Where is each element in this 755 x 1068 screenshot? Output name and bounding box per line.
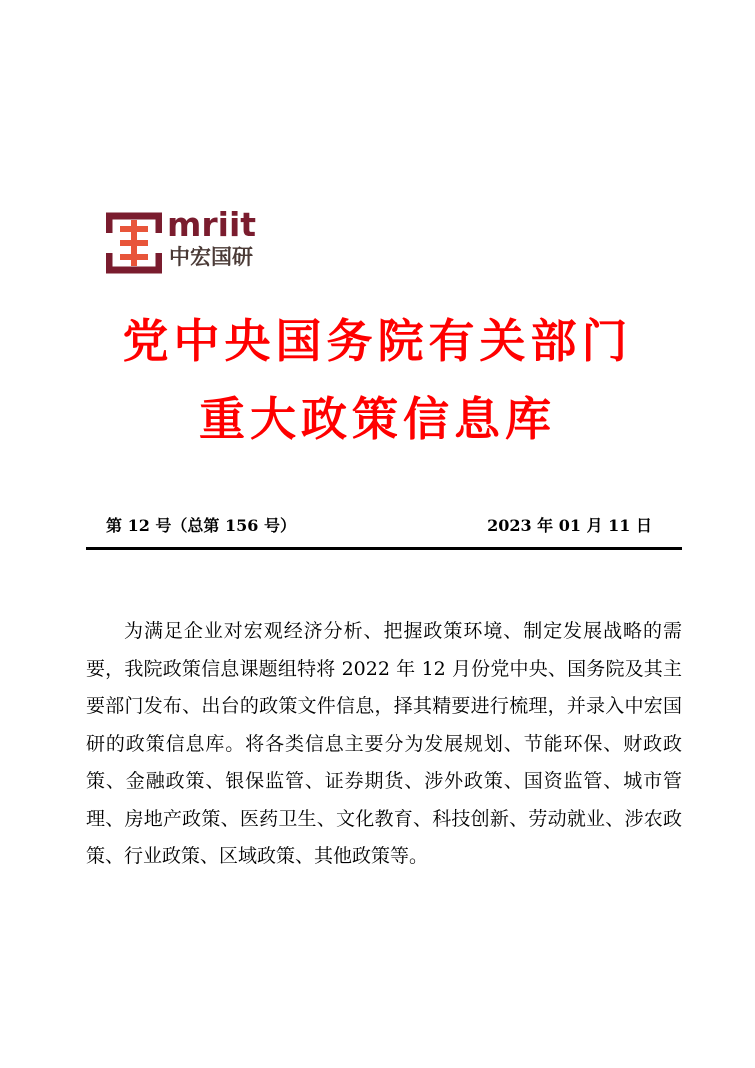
document-title-line-2: 重大政策信息库 — [199, 392, 556, 446]
header-divider — [86, 547, 682, 550]
issue-number: 第 12 号（总第 156 号） — [106, 516, 296, 535]
logo-mark-icon — [106, 211, 162, 275]
document-title-line-1: 党中央国务院有关部门 — [122, 314, 633, 368]
logo-text-en: mriit — [167, 205, 257, 244]
logo-text-cn: 中宏国研 — [169, 245, 253, 269]
mriit-logo — [106, 207, 264, 277]
intro-paragraph: 为满足企业对宏观经济分析、把握政策环境、制定发展战略的需要，我院政策信息课题组特将 2022 年 12 月份党中央、国务院及其主要部门发布、出台的政策文件信息，择其精要进行梳理，并录入中宏国研的政策信息库。将各类信息主要分为发展规划、节能环保、财政政策、金融政策、银保监管、证券期货、涉外政策、国资监管、城市管理、房地产政策、医药卫生、文化教育、科技创新、劳动就业、涉农政策、行业政策、区域政策、其他政策等。 — [86, 620, 682, 867]
issue-info — [106, 513, 652, 539]
issue-date: 2023 年 01 月 11 日 — [487, 516, 652, 535]
